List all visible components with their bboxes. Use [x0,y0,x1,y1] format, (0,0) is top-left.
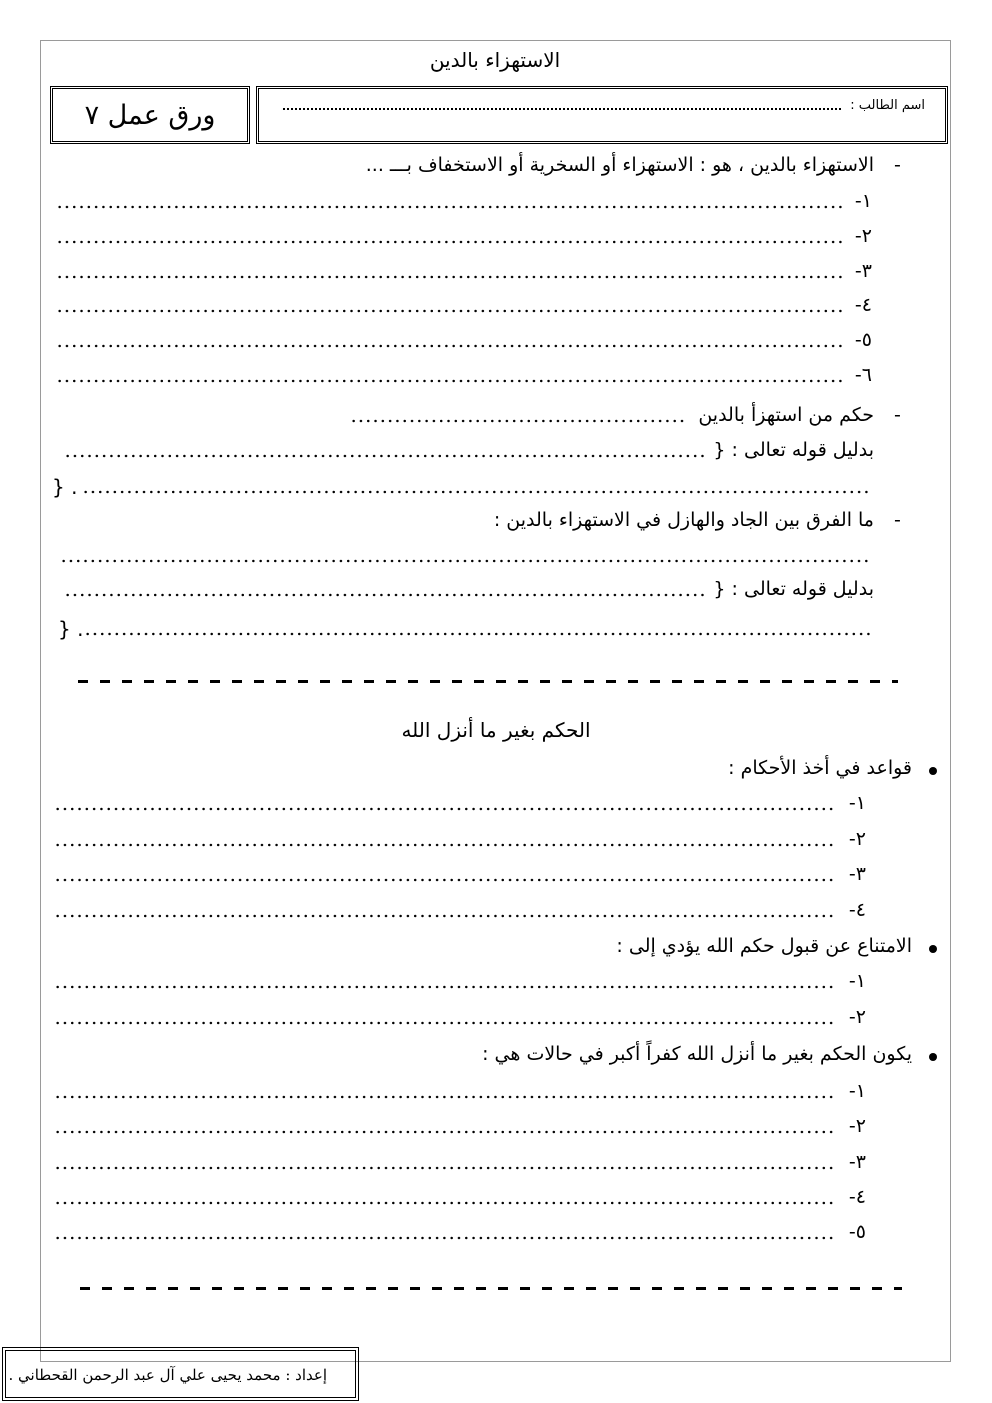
answer-line-q2[interactable] [350,416,685,426]
bullet-3: يكون الحكم بغير ما أنزل الله كفراً أكبر في حالات هي : [482,1043,912,1065]
answer-line[interactable] [56,237,842,247]
item-number: ٤- [848,898,866,921]
dash-marker: - [894,404,901,426]
item-number: ٣- [848,1150,866,1173]
item-number: ١- [854,190,872,212]
credit-box [2,1347,359,1401]
evidence-line[interactable] [64,451,706,461]
answer-line[interactable] [54,982,836,992]
answer-line[interactable] [56,272,842,282]
brace-close: } . [52,475,78,499]
answer-line[interactable] [56,306,842,316]
answer-line[interactable] [54,911,836,921]
bullet-icon [929,767,937,775]
item-number: ٢- [854,224,872,247]
item-number: ٢- [848,1005,866,1028]
item-number: ٤- [848,1185,866,1208]
answer-line[interactable] [54,1018,836,1028]
answer-line[interactable] [54,1233,836,1243]
answer-line[interactable] [54,840,836,850]
answer-line[interactable] [54,1198,836,1208]
answer-line[interactable] [56,202,842,212]
page-title: الاستهزاء بالدين [429,48,561,72]
evidence-label-2: بدليل قوله تعالى : { [713,578,874,600]
answer-line[interactable] [56,376,842,386]
answer-line-q3[interactable] [60,556,872,566]
bullet-icon [929,1053,937,1061]
item-number: ٣- [848,863,866,885]
item-number: ١- [848,1080,866,1102]
item-number: ٢- [848,1115,866,1138]
item-number: ٢- [848,827,866,850]
evidence-line[interactable] [82,487,872,497]
answer-line[interactable] [54,875,836,885]
item-number: ٥- [848,1221,866,1244]
item-number: ١- [848,792,866,814]
item-number: ٥- [854,329,872,352]
dash-marker: - [894,509,901,531]
evidence-label: بدليل قوله تعالى : { [713,439,874,461]
credit-text: إعداد : محمد يحيى علي آل عبد الرحمن القحطاني . [8,1366,327,1384]
item-number: ١- [848,970,866,992]
brace-close-2: } . [58,617,84,641]
evidence-line[interactable] [64,590,706,600]
dash-marker: - [894,154,901,176]
evidence-line[interactable] [84,629,872,639]
student-name-field[interactable] [283,100,841,110]
question-1: الاستهزاء بالدين ، هو : الاستهزاء أو السخرية أو الاستخفاف بـــ ... [365,154,874,176]
item-number: ٦- [854,364,872,386]
answer-line[interactable] [54,1092,836,1102]
question-3: ما الفرق بين الجاد والهازل في الاستهزاء بالدين : [493,509,874,531]
answer-line[interactable] [56,341,842,351]
item-number: ٤- [854,294,872,317]
worksheet-label-text: ورق عمل ٧ [84,99,216,131]
item-number: ٣- [854,259,872,282]
bullet-2: الامتناع عن قبول حكم الله يؤدي إلى : [616,935,912,957]
student-name-box[interactable] [256,86,948,144]
section-separator [78,680,898,683]
bullet-1: قواعد في أخذ الأحكام : [728,757,912,779]
student-name-label: اسم الطالب : [850,98,925,113]
answer-line[interactable] [54,1163,836,1173]
section-2-title: الحكم بغير ما أنزل الله [401,718,591,742]
answer-line[interactable] [54,1127,836,1137]
worksheet-label [50,86,250,144]
section-separator [80,1287,902,1290]
answer-line[interactable] [54,804,836,814]
question-2: حكم من استهزأ بالدين [698,404,874,426]
bullet-icon [929,945,937,953]
